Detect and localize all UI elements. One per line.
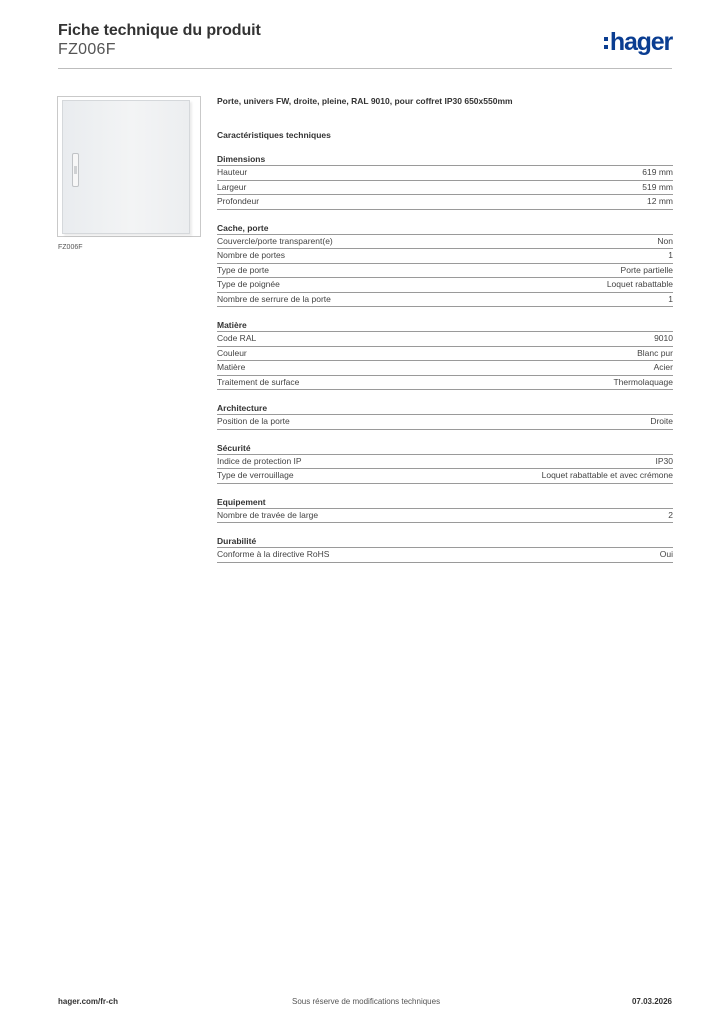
spec-label: Code RAL [217,333,257,343]
spec-label: Position de la porte [217,416,290,426]
footer-website: hager.com/fr-ch [58,997,119,1006]
spec-label: Nombre de serrure de la porte [217,293,331,304]
spec-value: 2 [668,509,673,520]
spec-value: Porte partielle [620,264,673,275]
spec-value: Non [657,235,673,246]
spec-section-title: Matière [217,320,673,332]
spec-row [217,455,673,470]
spec-label: Couvercle/porte transparent(e) [217,235,333,246]
spec-row [217,469,673,484]
spec-row [217,509,673,524]
logo-text: hager [609,28,672,56]
spec-row [217,264,673,279]
spec-row [217,278,673,293]
spec-section [217,154,673,210]
spec-section-title: Dimensions [217,154,673,166]
door-panel-image [62,100,190,234]
spec-row [217,166,673,181]
spec-value: Blanc pur [637,347,673,358]
spec-value: 1 [668,250,673,260]
spec-value: Thermolaquage [613,376,673,387]
spec-row [217,235,673,250]
spec-label: Couleur [217,347,247,358]
spec-value: Loquet rabattable [606,279,673,289]
spec-value: Loquet rabattable et avec crémone [541,470,673,480]
characteristics-sections [217,154,673,563]
spec-value: IP30 [655,455,673,466]
spec-label: Nombre de travée de large [217,509,319,520]
spec-section [217,223,673,308]
footer-date: 07.03.2026 [631,997,672,1006]
spec-value: Oui [659,549,673,559]
spec-row [217,415,673,430]
spec-value: 1 [668,293,673,304]
spec-section-title: Equipement [217,497,673,509]
spec-section-title: Durabilité [217,536,673,548]
product-reference: FZ006F [58,41,116,58]
spec-value: Droite [650,416,673,426]
spec-row [217,181,673,196]
spec-label: Profondeur [217,196,260,206]
spec-value: 12 mm [647,196,673,206]
product-details [217,96,673,563]
spec-section-title: Sécurité [217,443,673,455]
logo-colon-icon [604,35,609,50]
spec-label: Matière [217,362,246,372]
spec-value: 9010 [654,333,673,343]
hager-logo [604,28,672,56]
product-image-caption: FZ006F [58,244,83,251]
spec-row [217,548,673,563]
spec-section [217,536,673,563]
spec-row [217,376,673,391]
spec-label: Conforme à la directive RoHS [217,549,330,559]
spec-label: Indice de protection IP [217,455,302,466]
spec-label: Type de verrouillage [217,470,294,480]
header-divider [58,68,672,69]
footer-notice: Sous réserve de modifications techniques [292,997,441,1006]
product-image-frame [57,96,201,237]
spec-row [217,361,673,376]
spec-label: Type de poignée [217,279,280,289]
spec-label: Type de porte [217,264,269,275]
spec-row [217,347,673,362]
page-header [58,22,672,70]
spec-section [217,403,673,430]
spec-row [217,249,673,264]
spec-label: Hauteur [217,167,248,177]
spec-row [217,293,673,308]
spec-value: 619 mm [642,167,673,177]
spec-label: Nombre de portes [217,250,286,260]
spec-row [217,332,673,347]
technical-characteristics-heading: Caractéristiques techniques [217,130,331,140]
spec-value: 519 mm [642,181,673,192]
spec-section [217,320,673,390]
product-description: Porte, univers FW, droite, pleine, RAL 9010, pour coffret IP30 650x550mm [217,96,513,106]
spec-section [217,443,673,484]
spec-row [217,195,673,210]
spec-section-title: Cache, porte [217,223,673,235]
spec-label: Traitement de surface [217,376,300,387]
spec-section [217,497,673,524]
door-latch-icon [72,153,79,187]
page-title: Fiche technique du produit [58,22,261,39]
spec-section-title: Architecture [217,403,673,415]
spec-value: Acier [653,362,673,372]
spec-label: Largeur [217,181,247,192]
